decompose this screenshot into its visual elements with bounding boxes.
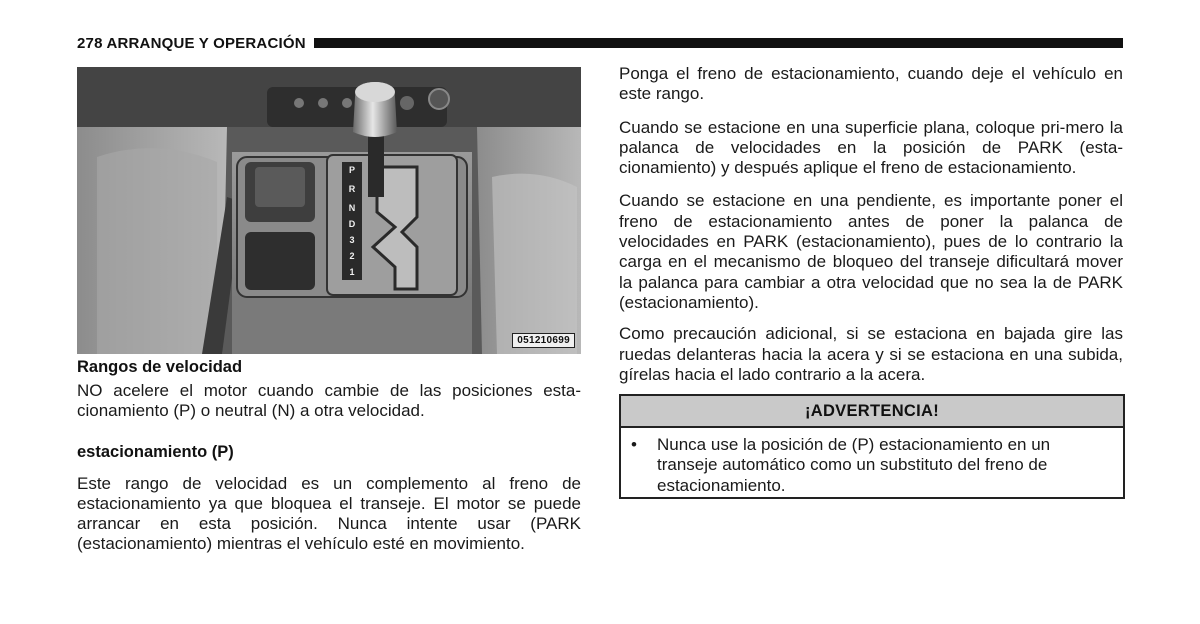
right-paragraph-2: Cuando se estacione en una superficie plana, coloque pri-mero la palanca de velocidades en la posición de PARK (esta-cionamiento) y después aplique el freno de estacionamiento. bbox=[619, 117, 1123, 178]
speed-ranges-paragraph: NO acelere el motor cuando cambie de las posiciones esta-cionamiento (P) o neutral (N) a otra velocidad. bbox=[77, 381, 581, 421]
figure-code: 051210699 bbox=[512, 333, 575, 348]
warning-item bbox=[621, 428, 1123, 496]
warning-text: Nunca use la posición de (P) estacionamiento en un transeje automático como un substituto del freno de estacionamiento. bbox=[657, 435, 1051, 495]
heading-speed-ranges: Rangos de velocidad bbox=[77, 358, 243, 376]
gear-label-n: N bbox=[348, 203, 356, 213]
gear-label-2: 2 bbox=[349, 251, 355, 261]
bullet-icon: • bbox=[631, 435, 637, 454]
gear-shifter-figure bbox=[77, 67, 581, 354]
left-column bbox=[77, 357, 581, 555]
gear-label-r: R bbox=[348, 184, 356, 194]
page-header bbox=[77, 33, 1123, 53]
gear-label-1: 1 bbox=[349, 267, 355, 277]
right-column bbox=[619, 64, 1123, 385]
gear-label-p: P bbox=[348, 165, 356, 175]
gear-label-d: D bbox=[348, 219, 356, 229]
gear-label-3: 3 bbox=[349, 235, 355, 245]
right-paragraph-1: Ponga el freno de estacionamiento, cuando deje el vehículo en este rango. bbox=[619, 64, 1123, 104]
park-paragraph: Este rango de velocidad es un complemento al freno de estacionamiento ya que bloquea el transeje. El motor se puede arrancar en esta posición. Nunca intente usar (PARK (estacionamiento) mientras el vehículo esté en movimiento. bbox=[77, 473, 581, 554]
right-paragraph-3: Cuando se estacione en una pendiente, es importante poner el freno de estacionamiento antes de poner la palanca de velocidades en PARK (estacionamiento), pues de lo contrario la carga en el mecanismo de bloqueo del transeje dificultará mover la palanca para cambiar a otra velocidad que no sea la de PARK (estacionamiento). bbox=[619, 191, 1123, 312]
header-rule bbox=[314, 38, 1123, 48]
right-paragraph-4: Como precaución adicional, si se estaciona en bajada gire las ruedas delanteras hacia la acera y si se estaciona en una subida, gírelas hacia el lado contrario a la acera. bbox=[619, 324, 1123, 384]
warning-box bbox=[619, 394, 1125, 499]
page-header-title: 278 ARRANQUE Y OPERACIÓN bbox=[77, 34, 306, 52]
warning-title: ¡ADVERTENCIA! bbox=[621, 396, 1123, 428]
gear-shifter-illustration bbox=[77, 67, 581, 354]
heading-park: estacionamiento (P) bbox=[77, 442, 234, 461]
